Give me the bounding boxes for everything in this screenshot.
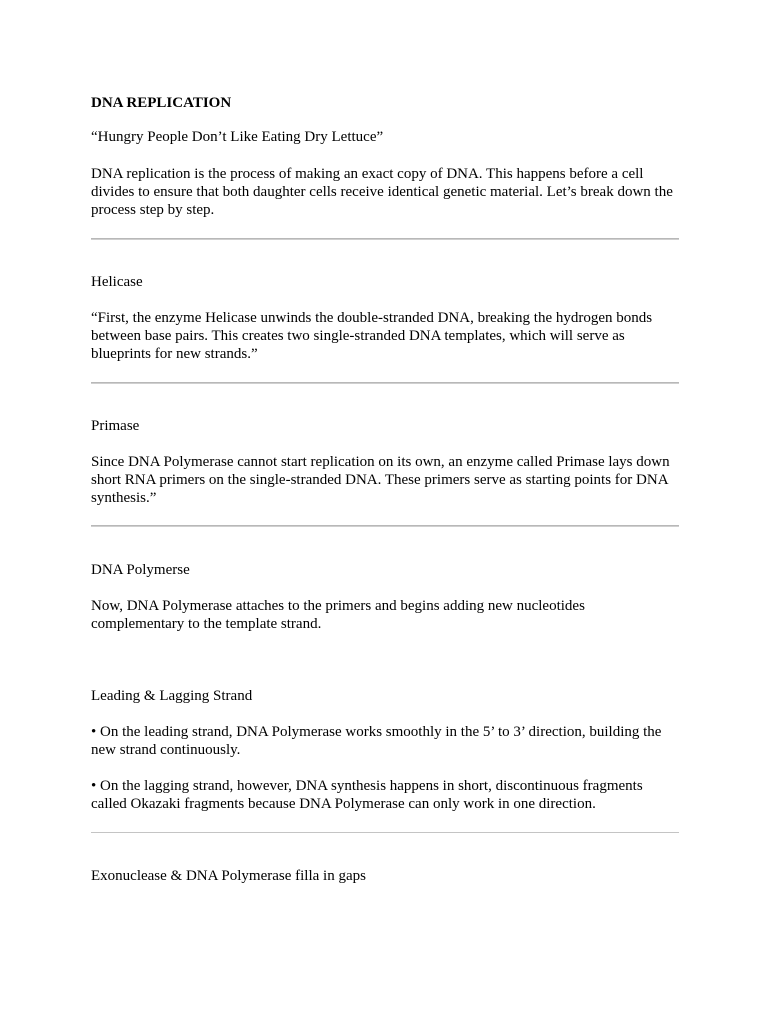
helicase-paragraph: “First, the enzyme Helicase unwinds the double-stranded DNA, breaking the hydrogen bonds between base pairs. This creates two single-stranded DNA templates, which will serve as blueprints for new strands.” [91,310,653,362]
primase-paragraph: Since DNA Polymerase cannot start replication on its own, an enzyme called Primase lays down short RNA primers on the single-stranded DNA. These primers serve as starting points for DNA synthesis.” [91,454,670,506]
mnemonic-quote: “Hungry People Don’t Like Eating Dry Lettuce” [91,129,384,145]
section-divider [91,382,679,384]
section-heading-primase: Primase [91,418,140,434]
section-divider [91,832,679,833]
section-heading-helicase: Helicase [91,274,143,290]
document-title: DNA REPLICATION [91,95,232,111]
document-page [91,0,679,1024]
leading-strand-bullet: • On the leading strand, DNA Polymerase works smoothly in the 5’ to 3’ direction, building the new strand continuously. [91,724,662,758]
dna-polymerase-paragraph: Now, DNA Polymerase attaches to the primers and begins adding new nucleotides complementary to the template strand. [91,598,585,632]
section-heading-exonuclease: Exonuclease & DNA Polymerase filla in gaps [91,868,366,884]
intro-paragraph: DNA replication is the process of making an exact copy of DNA. This happens before a cell divides to ensure that both daughter cells receive identical genetic material. Let’s break down the process step by step. [91,166,673,218]
section-divider [91,238,679,240]
section-divider [91,525,679,527]
section-heading-dna-polymerase: DNA Polymerse [91,562,190,578]
lagging-strand-bullet: • On the lagging strand, however, DNA synthesis happens in short, discontinuous fragments called Okazaki fragments because DNA Polymerase can only work in one direction. [91,778,643,812]
section-heading-leading-lagging: Leading & Lagging Strand [91,688,253,704]
